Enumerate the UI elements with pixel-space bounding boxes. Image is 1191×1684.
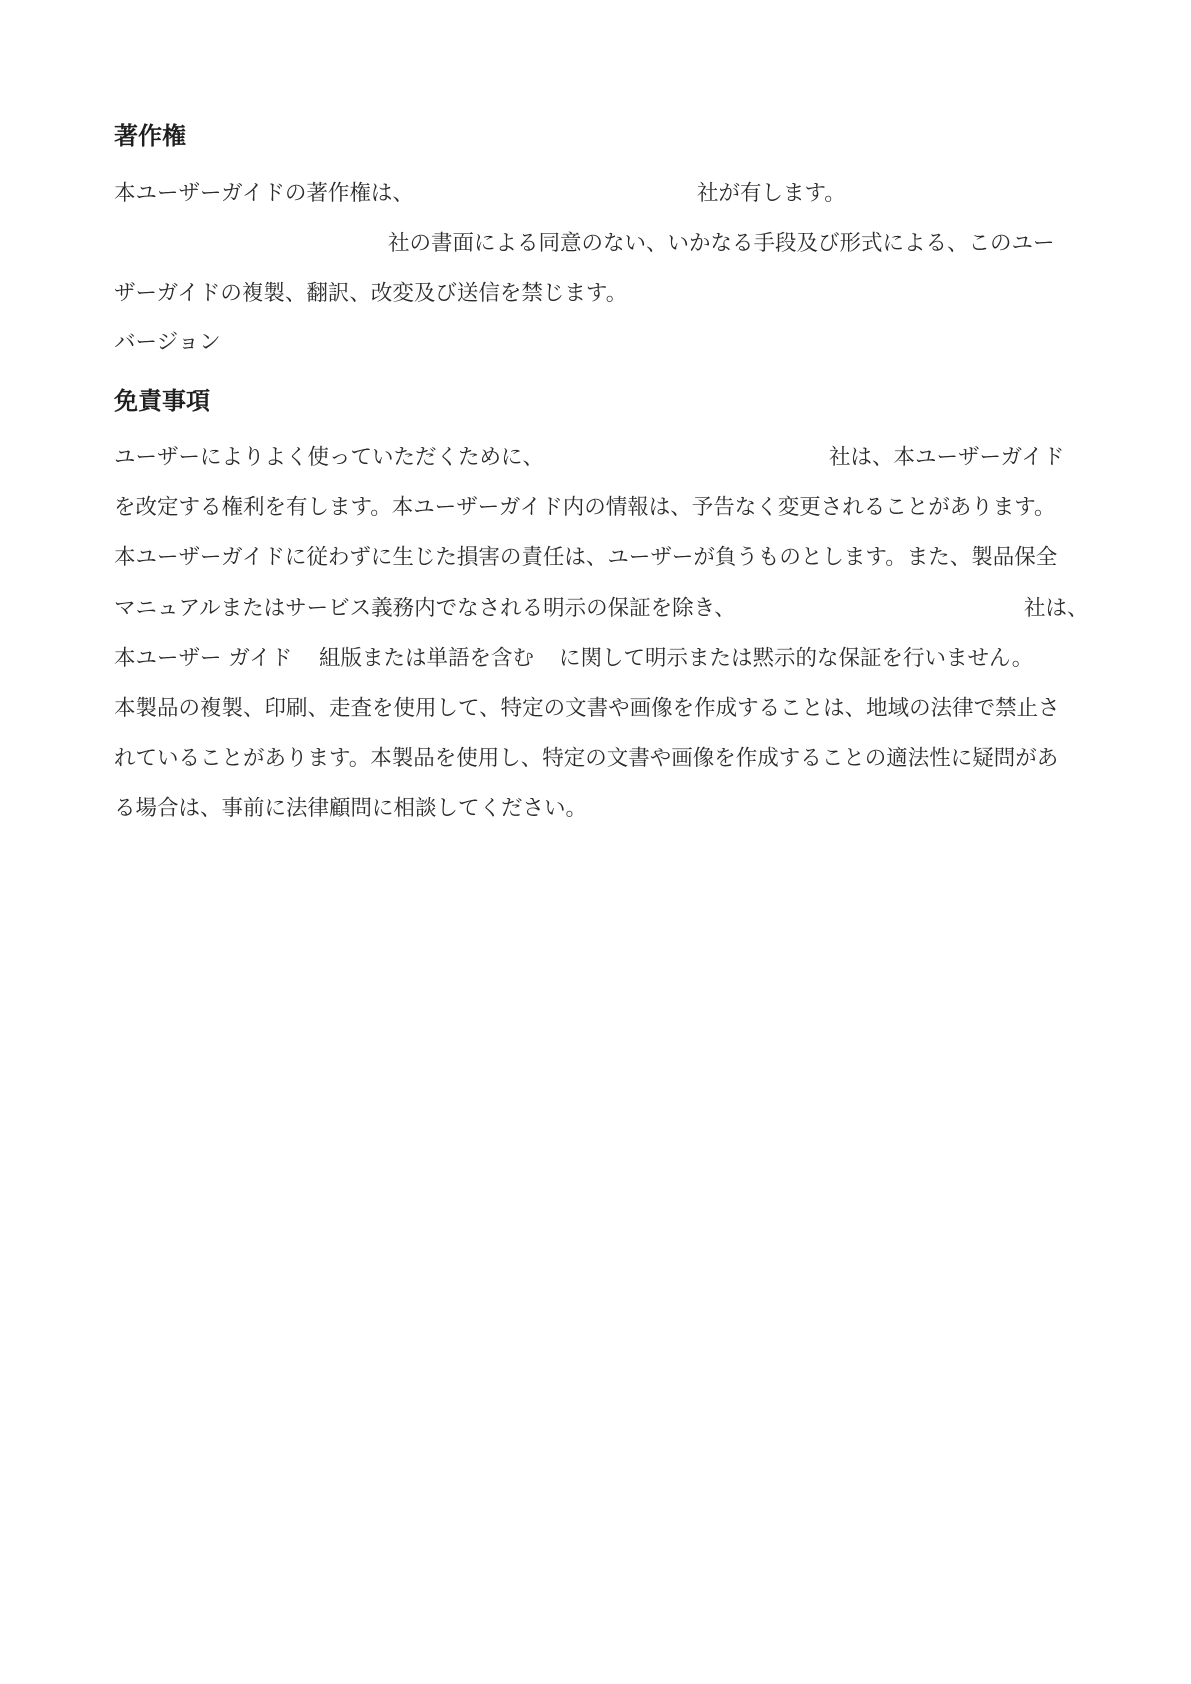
disclaimer-line1-right: 社は、本ユーザーガイド bbox=[829, 445, 1065, 470]
copyright-line1-right: 社が有します。 bbox=[697, 181, 846, 206]
disclaimer-line5-part3: に関して明示または黙示的な保証を行いません。 bbox=[559, 646, 1034, 671]
copyright-line1-left: 本ユーザーガイドの著作権は、 bbox=[114, 181, 414, 206]
disclaimer-line5-part2: 組版または単語を含む bbox=[319, 646, 535, 671]
disclaimer-line1-left: ユーザーによりよく使っていただくために、 bbox=[114, 445, 545, 470]
copyright-line2: 社の書面による同意のない、いかなる手段及び形式による、このユー bbox=[388, 231, 1055, 256]
version-label: バージョン bbox=[114, 330, 221, 355]
disclaimer-line5-part1: 本ユーザー ガイド bbox=[114, 646, 293, 671]
copyright-line3: ザーガイドの複製、翻訳、改変及び送信を禁じます。 bbox=[114, 281, 628, 306]
disclaimer-line2: を改定する権利を有します。本ユーザーガイド内の情報は、予告なく変更されることがあります。 bbox=[114, 495, 1056, 520]
disclaimer-line4-left: マニュアルまたはサービス義務内でなされる明示の保証を除き、 bbox=[114, 596, 736, 621]
disclaimer-line7: れていることがあります。本製品を使用し、特定の文書や画像を作成することの適法性に疑問があ bbox=[114, 746, 1059, 771]
disclaimer-line8: る場合は、事前に法律顧問に相談してください。 bbox=[114, 796, 588, 821]
disclaimer-line3: 本ユーザーガイドに従わずに生じた損害の責任は、ユーザーが負うものとします。また、製品保全 bbox=[114, 545, 1058, 570]
copyright-heading: 著作権 bbox=[114, 122, 186, 150]
disclaimer-line4-right: 社は、 bbox=[1024, 596, 1089, 621]
disclaimer-heading: 免責事項 bbox=[114, 387, 210, 415]
disclaimer-line6: 本製品の複製、印刷、走査を使用して、特定の文書や画像を作成することは、地域の法律で禁止さ bbox=[114, 696, 1060, 721]
